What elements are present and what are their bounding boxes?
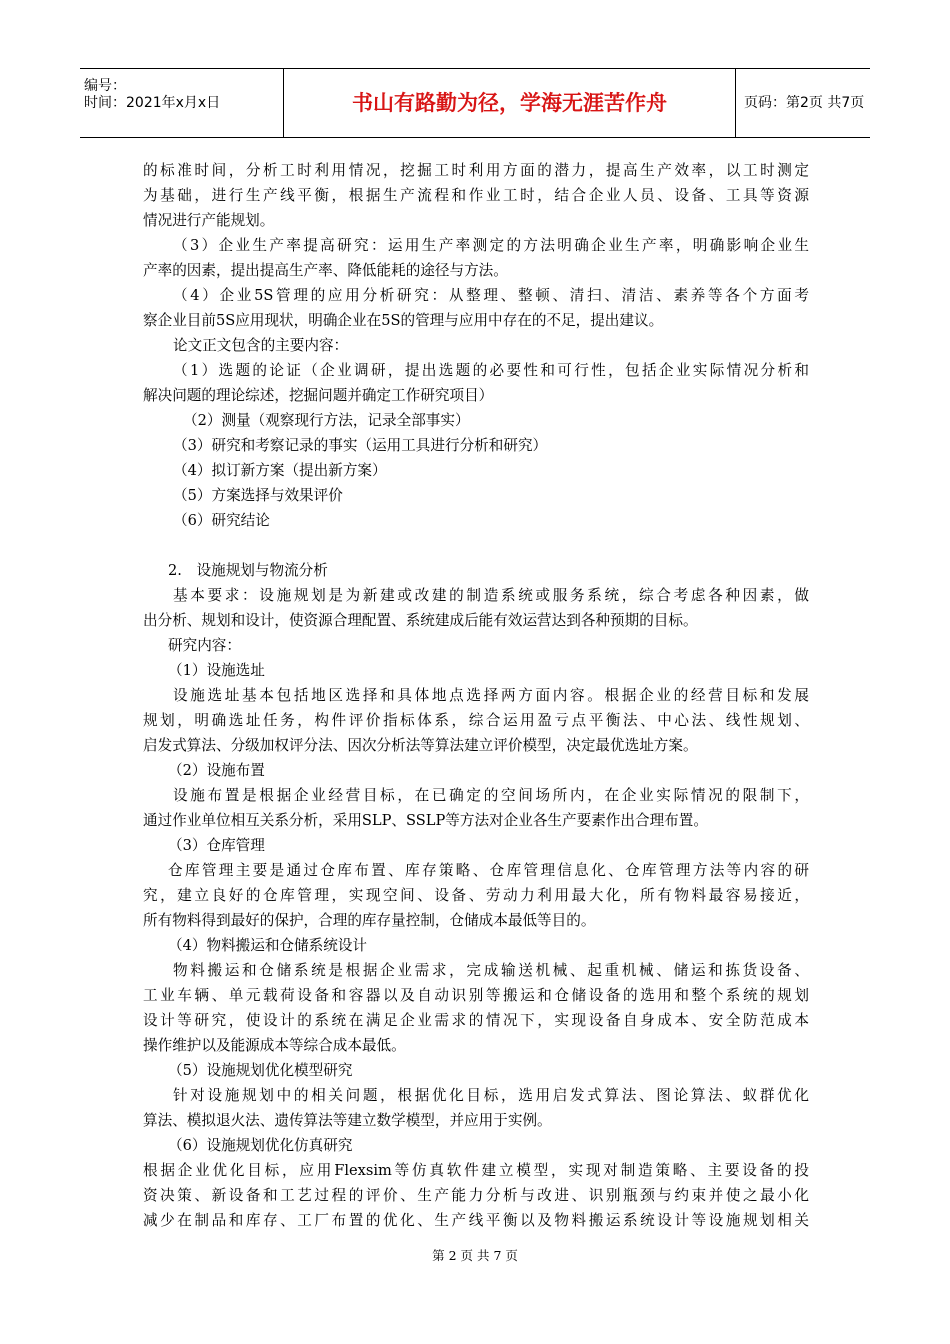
subheading: （4）物料搬运和仓储系统设计 xyxy=(168,937,368,954)
page-header xyxy=(80,68,870,138)
text-line: 解决问题的理论综述，挖掘问题并确定工作研究项目） xyxy=(143,387,494,404)
text-line: 设计等研究，使设计的系统在满足企业需求的情况下，实现设备自身成本、安全防范成本 xyxy=(143,1012,809,1029)
text-line: 究，建立良好的仓库管理，实现空间、设备、劳动力利用最大化，所有物料最容易接近， xyxy=(143,887,809,904)
text-line: 针对设施规划中的相关问题，根据优化目标，选用启发式算法、图论算法、蚁群优化 xyxy=(173,1087,809,1104)
text-line: （1）选题的论证（企业调研，提出选题的必要性和可行性，包括企业实际情况分析和 xyxy=(173,362,809,379)
subheading: （5）设施规划优化模型研究 xyxy=(168,1062,353,1079)
text-line: 设施布置是根据企业经营目标，在已确定的空间场所内，在企业实际情况的限制下， xyxy=(173,787,809,804)
header-page-code: 页码：第2页 共7页 xyxy=(744,95,865,111)
text-line: 算法、模拟退火法、遗传算法等建立数学模型，并应用于实例。 xyxy=(143,1112,552,1129)
subheading: （6）设施规划优化仿真研究 xyxy=(168,1137,353,1154)
document-body xyxy=(143,158,809,1233)
text-line: 为基础，进行生产线平衡，根据生产流程和作业工时，结合企业人员、设备、工具等资源 xyxy=(143,187,809,204)
text-line: （3）企业生产率提高研究：运用生产率测定的方法明确企业生产率，明确影响企业生 xyxy=(173,237,809,254)
text-line: （4）拟订新方案（提出新方案） xyxy=(173,462,387,479)
text-line: 根据企业优化目标，应用Flexsim等仿真软件建立模型，实现对制造策略、主要设备的投 xyxy=(143,1162,809,1179)
text-line: 设施选址基本包括地区选择和具体地点选择两方面内容。根据企业的经营目标和发展 xyxy=(173,687,809,704)
number-label: 编号： xyxy=(84,78,126,94)
text-line: （6）研究结论 xyxy=(173,512,270,529)
subheading: （1）设施选址 xyxy=(168,662,265,679)
text-line: 的标准时间，分析工时利用情况，挖掘工时利用方面的潜力，提高生产效率，以工时测定 xyxy=(143,162,809,179)
text-line: 论文正文包含的主要内容： xyxy=(173,337,349,354)
text-line: 通过作业单位相互关系分析，采用SLP、SSLP等方法对企业各生产要素作出合理布置。 xyxy=(143,812,708,829)
text-line: 操作维护以及能源成本等综合成本最低。 xyxy=(143,1037,406,1054)
text-line: （5）方案选择与效果评价 xyxy=(173,487,343,504)
text-line: 情况进行产能规划。 xyxy=(143,212,275,229)
header-info-cell xyxy=(80,69,284,137)
page-footer: 第 2 页 共 7 页 xyxy=(432,1248,518,1263)
text-line: （2）测量（观察现行方法，记录全部事实） xyxy=(183,412,470,429)
text-line: 出分析、规划和设计，使资源合理配置、系统建成后能有效运营达到各种预期的目标。 xyxy=(143,612,698,629)
subheading: （2）设施布置 xyxy=(168,762,265,779)
text-line: 基本要求：设施规划是为新建或改建的制造系统或服务系统，综合考虑各种因素，做 xyxy=(173,587,809,604)
section-heading: 2. 设施规划与物流分析 xyxy=(168,562,328,579)
text-line: 物料搬运和仓储系统是根据企业需求，完成输送机械、起重机械、储运和拣货设备、 xyxy=(173,962,809,979)
text-line: （3）研究和考察记录的事实（运用工具进行分析和研究） xyxy=(173,437,548,454)
text-line: 察企业目前5S应用现状，明确企业在5S的管理与应用中存在的不足，提出建议。 xyxy=(143,312,664,329)
text-line: （4）企业5S管理的应用分析研究：从整理、整顿、清扫、清洁、素养等各个方面考 xyxy=(173,287,809,304)
time-label: 时间：2021年x月x日 xyxy=(84,95,221,111)
blank-line xyxy=(143,533,809,558)
text-line: 规划，明确选址任务，构件评价指标体系，综合运用盈亏点平衡法、中心法、线性规划、 xyxy=(143,712,809,729)
text-line: 产率的因素，提出提高生产率、降低能耗的途径与方法。 xyxy=(143,262,508,279)
text-line: 仓库管理主要是通过仓库布置、库存策略、仓库管理信息化、仓库管理方法等内容的研 xyxy=(168,862,809,879)
subheading: （3）仓库管理 xyxy=(168,837,265,854)
text-line: 研究内容： xyxy=(168,637,241,654)
header-motto: 书山有路勤为径，学海无涯苦作舟 xyxy=(284,69,736,137)
text-line: 减少在制品和库存、工厂布置的优化、生产线平衡以及物料搬运系统设计等设施规划相关 xyxy=(143,1212,809,1229)
text-line: 启发式算法、分级加权评分法、因次分析法等算法建立评价模型，决定最优选址方案。 xyxy=(143,737,698,754)
text-line: 资决策、新设备和工艺过程的评价、生产能力分析与改进、识别瓶颈与约束并使之最小化 xyxy=(143,1187,809,1204)
text-line: 所有物料得到最好的保护，合理的库存量控制，仓储成本最低等目的。 xyxy=(143,912,596,929)
text-line: 工业车辆、单元载荷设备和容器以及自动识别等搬运和仓储设备的选用和整个系统的规划 xyxy=(143,987,809,1004)
